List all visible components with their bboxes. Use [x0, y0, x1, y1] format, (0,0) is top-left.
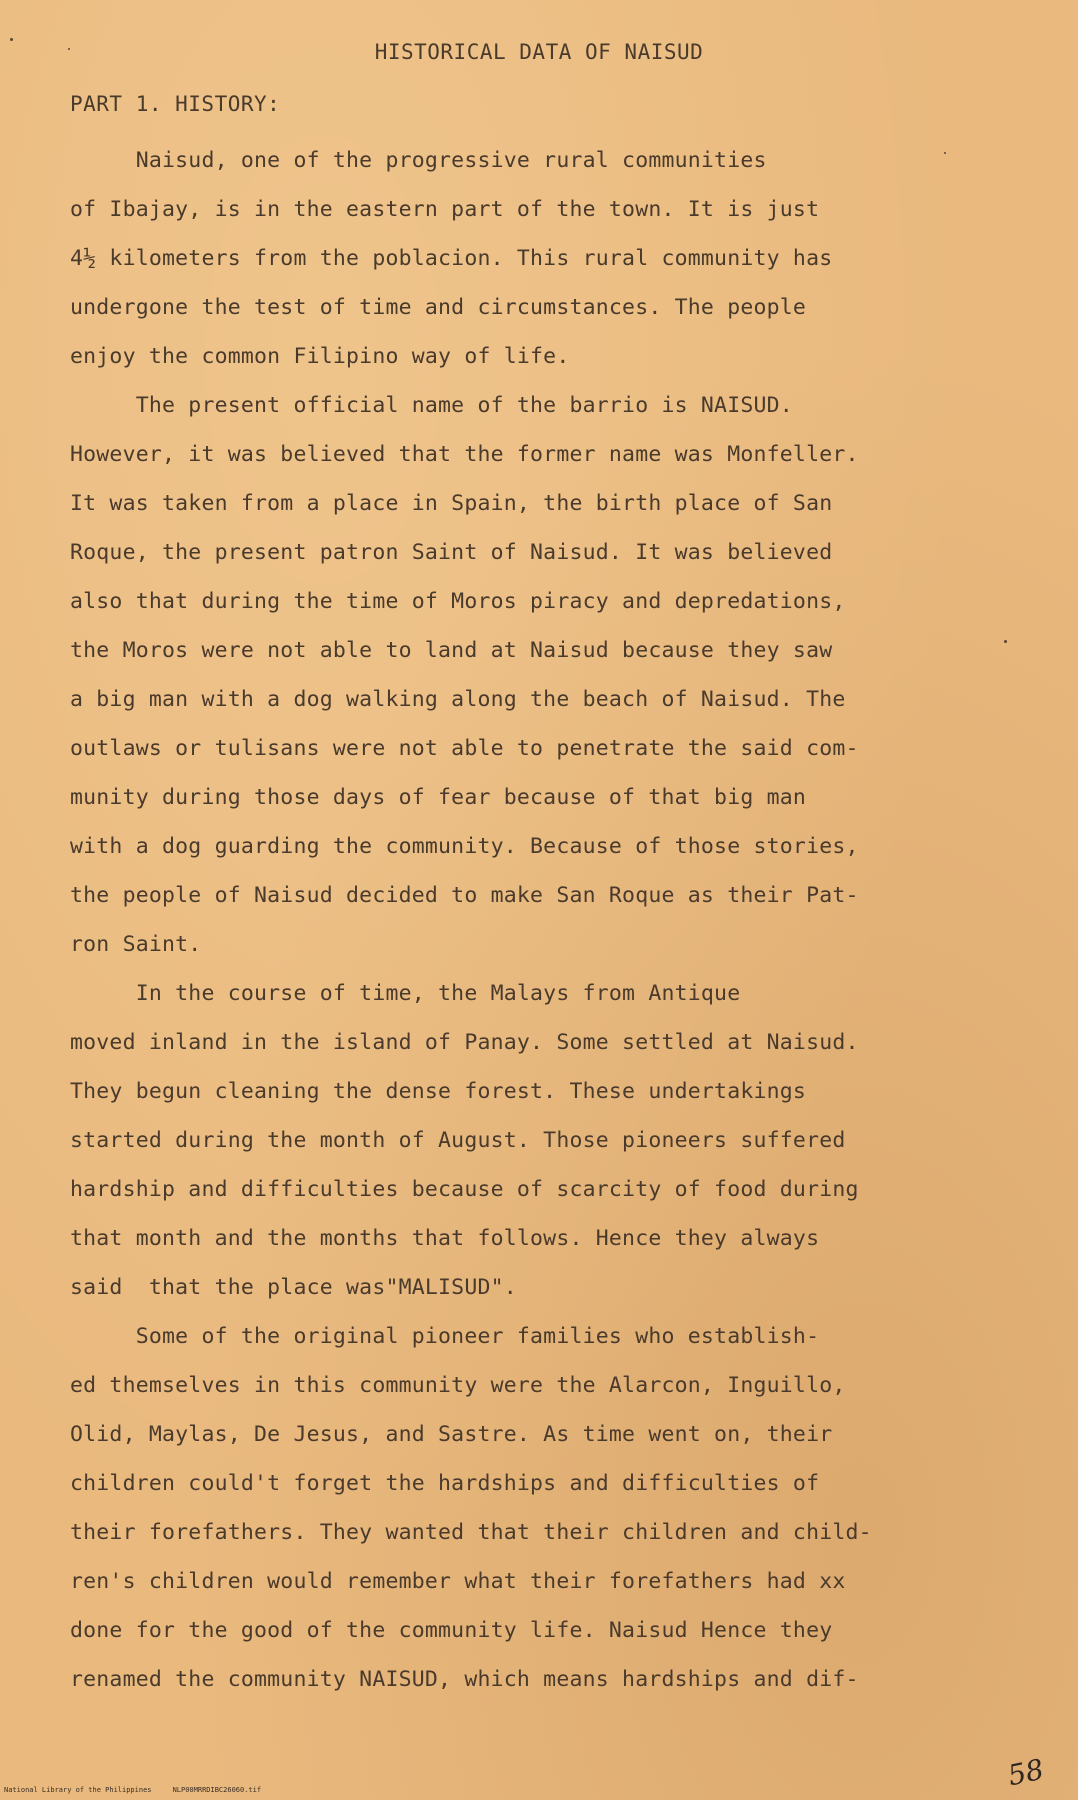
text-line: 4½ kilometers from the poblacion. This rural community has: [70, 246, 833, 271]
text-line: It was taken from a place in Spain, the birth place of San: [70, 491, 833, 516]
text-line: said that the place was"MALISUD".: [70, 1275, 517, 1300]
paper-speck: [944, 152, 946, 154]
text-line: also that during the time of Moros piracy and depredations,: [70, 589, 846, 614]
text-line: Some of the original pioneer families who establish-: [70, 1324, 820, 1349]
text-line: children could't forget the hardships and difficulties of: [70, 1471, 820, 1496]
paper-speck: [10, 38, 13, 41]
page-number: 58: [1005, 1752, 1048, 1793]
text-line: In the course of time, the Malays from Antique: [70, 981, 741, 1006]
text-line: the Moros were not able to land at Naisud because they saw: [70, 638, 833, 663]
text-line: their forefathers. They wanted that their children and child-: [70, 1520, 872, 1545]
text-line: that month and the months that follows. Hence they always: [70, 1226, 820, 1251]
text-line: ron Saint.: [70, 932, 202, 957]
text-line: Naisud, one of the progressive rural communities: [70, 148, 767, 173]
paper-speck: [68, 48, 70, 50]
text-line: enjoy the common Filipino way of life.: [70, 344, 570, 369]
text-line: moved inland in the island of Panay. Some settled at Naisud.: [70, 1030, 859, 1055]
text-line: outlaws or tulisans were not able to penetrate the said com-: [70, 736, 859, 761]
section-heading: PART 1. HISTORY:: [70, 92, 281, 116]
text-line: with a dog guarding the community. Because of those stories,: [70, 834, 859, 859]
text-line: ren's children would remember what their forefathers had xx: [70, 1569, 846, 1594]
text-line: the people of Naisud decided to make San Roque as their Pat-: [70, 883, 859, 908]
text-line: ed themselves in this community were the Alarcon, Inguillo,: [70, 1373, 846, 1398]
text-line: done for the good of the community life. Naisud Hence they: [70, 1618, 833, 1643]
text-line: renamed the community NAISUD, which means hardships and dif-: [70, 1667, 859, 1692]
paper-speck: [1004, 640, 1007, 643]
text-line: The present official name of the barrio is NAISUD.: [70, 393, 793, 418]
text-line: started during the month of August. Those pioneers suffered: [70, 1128, 846, 1153]
text-line: hardship and difficulties because of scarcity of food during: [70, 1177, 859, 1202]
text-line: undergone the test of time and circumstances. The people: [70, 295, 807, 320]
text-line: of Ibajay, is in the eastern part of the town. It is just: [70, 197, 820, 222]
text-line: munity during those days of fear because of that big man: [70, 785, 807, 810]
archive-footer: National Library of the Philippines NLP00MRRDIBC26060.tif: [4, 1786, 262, 1794]
text-line: a big man with a dog walking along the beach of Naisud. The: [70, 687, 846, 712]
text-line: However, it was believed that the former name was Monfeller.: [70, 442, 859, 467]
document-title: HISTORICAL DATA OF NAISUD: [374, 40, 704, 64]
text-line: They begun cleaning the dense forest. These undertakings: [70, 1079, 807, 1104]
text-line: Roque, the present patron Saint of Naisud. It was believed: [70, 540, 833, 565]
text-line: Olid, Maylas, De Jesus, and Sastre. As time went on, their: [70, 1422, 833, 1447]
